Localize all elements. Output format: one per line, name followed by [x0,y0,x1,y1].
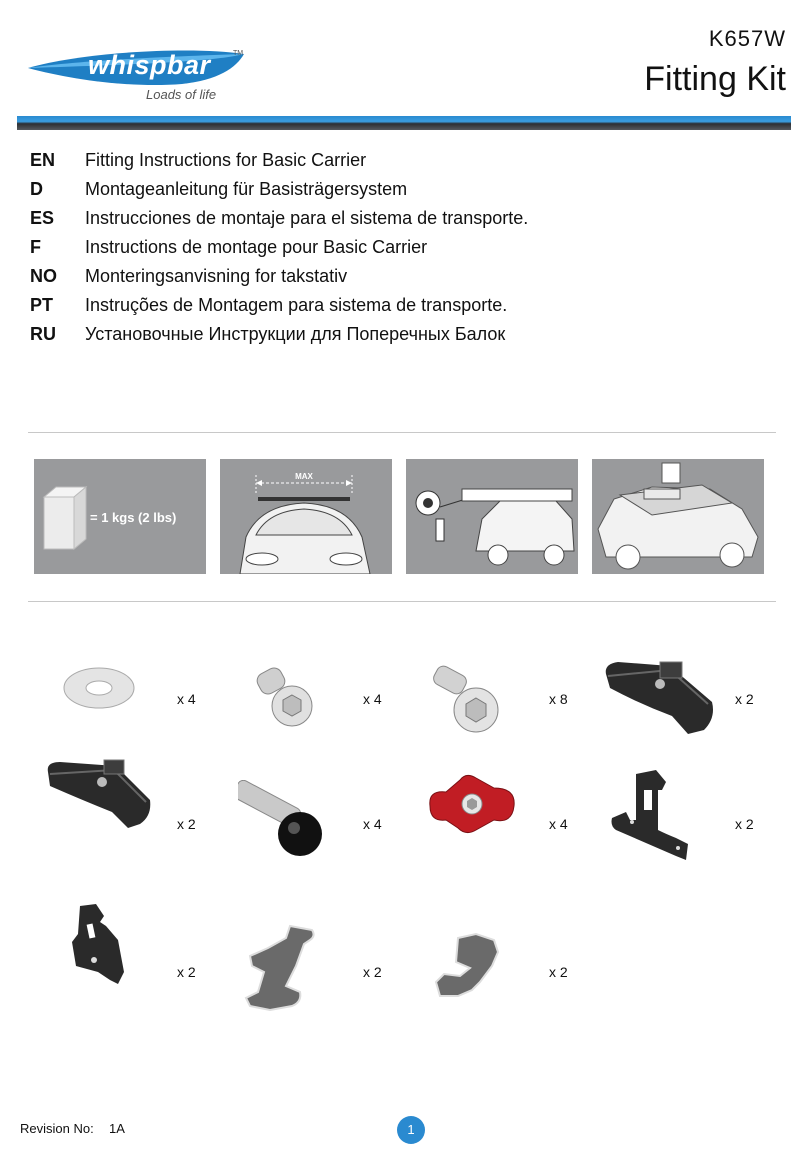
max-label: MAX [295,472,313,481]
page-number: 1 [397,1116,425,1144]
language-code: D [30,179,43,199]
part-quantity: x 2 [363,964,382,980]
bracket-a-image [606,768,696,868]
car-strap-icon [406,459,578,574]
shoulder-bolt-image [430,664,502,734]
part-quantity: x 4 [177,691,196,707]
car-front-icon [220,459,392,574]
divider [28,601,776,602]
revision-label: Revision No: [20,1121,94,1136]
strap-panel [406,459,578,574]
language-code: RU [30,324,56,344]
language-text: Установочные Инструкции для Поперечных Балок [85,324,506,344]
brand-logo-text: whispbar [88,50,211,80]
language-text: Instrucciones de montaje para el sistema de transporte. [85,208,529,228]
language-text: Monteringsanvisning for takstativ [85,266,348,286]
tagline: Loads of life [146,87,217,102]
part-quantity: x 4 [363,816,382,832]
language-text: Fitting Instructions for Basic Carrier [85,150,367,170]
car-load-icon [592,459,764,574]
weight-label: = 1 kgs (2 lbs) [90,510,177,525]
language-code: EN [30,150,56,170]
trademark: TM [233,50,244,57]
foot-pad-b-image [42,756,154,832]
short-bolt-image [254,664,316,730]
divider [28,432,776,433]
part-quantity: x 4 [363,691,382,707]
revision-value: 1A [109,1121,125,1136]
page-title: Fitting Kit [644,60,786,98]
bracket-b-image [66,902,130,986]
box-icon [42,485,88,551]
part-quantity: x 2 [177,816,196,832]
language-code: NO [30,266,57,286]
header-bar [17,116,791,130]
shim-plate-a-image [238,922,318,1014]
kit-code: K657W [708,26,786,51]
part-quantity: x 8 [549,691,568,707]
foot-pad-a-image [600,656,718,740]
shim-plate-b-image [430,932,502,1000]
max-width-panel [220,459,392,574]
washer-image [62,666,136,710]
language-text: Instruções de Montagem para sistema de transporte. [85,295,508,315]
language-text: Montageanleitung für Basisträgersystem [85,179,408,199]
part-quantity: x 4 [549,816,568,832]
part-quantity: x 2 [735,691,754,707]
red-knob-image [426,770,520,836]
language-text: Instructions de montage pour Basic Carrier [85,237,428,257]
long-bolt-image [238,780,328,858]
part-quantity: x 2 [549,964,568,980]
language-code: PT [30,295,54,315]
language-code: F [30,237,41,257]
language-code: ES [30,208,55,228]
part-quantity: x 2 [177,964,196,980]
load-panel [592,459,764,574]
part-quantity: x 2 [735,816,754,832]
